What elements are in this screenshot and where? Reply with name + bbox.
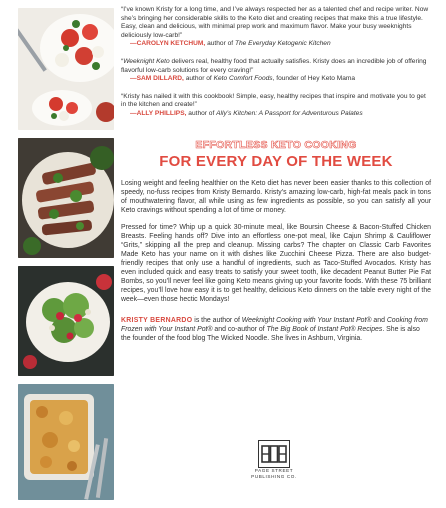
quote-1-text: “I’ve known Kristy for a long time, and I’ve always respected her as a talented chef and recipe writer. Now she’s bringing her considerable skills to the Keto diet and creating recipes that make this a true lifestyle. Easy, clean and delicious, with minimal prep work and maximum flavor. Make your busy weeknights deliciously low-carb!” (121, 6, 429, 39)
quote-2-book-title: Weeknight Keto (123, 57, 170, 65)
headline-line-1: EFFORTLESS KETO COOKING (195, 138, 357, 151)
bio-book-1: Weeknight Cooking with Your Instant Pot® (241, 316, 372, 324)
author-name: KRISTY BERNARDO (121, 316, 193, 324)
quote-2-open: “ (121, 57, 124, 65)
quote-3-attribution (130, 110, 431, 119)
description-paragraph-1: Losing weight and feeling healthier on the Keto diet has never been easier thanks to this collection of speedy, no-fuss recipes from Kristy Bernardo. Kristy’s amazing low-carb, high-fat meals pack in tons of mouthwatering flavor, all while using as few ingredients as possible, so you can satisfy all your Keto cravings without spending a lot of time or money. (121, 179, 431, 214)
quote-3-book: Ally’s Kitchen: A Passport for Adventurous Palates (216, 109, 363, 117)
description-paragraph-2: Pressed for time? Whip up a quick 30-minute meal, like Boursin Cheese & Bacon-Stuffed Chicken Breasts. Feeling hands off? Dive into an effortless one-pot meal, like Cajun Shrimp & Cauliflower “Grits,” skipping all the prep and cleanup. Missing carbs? The chapter on Classic Carb Favorites Made Keto has your name on it with dishes like Zucchini Cheese Pizza. There are also budget-friendly recipes that only use a handful of ingredients, such as Taco-Stuffed Avocados. Kristy has even included quick and easy treats to satisfy your sweet tooth, like decadent Peanut Butter Pie Fat Bombs, so you’ll never feel like going Keto means giving up your favorite foods. With these 75 brilliant recipes, you’ll love how easy it is to get healthy, delicious Keto dinners on the table every night of the week—even those hectic Mondays! (121, 223, 431, 303)
bio-text-3: and co-author of (212, 325, 267, 333)
publisher-monogram (258, 440, 290, 468)
photo-cheesy-casserole (18, 384, 114, 500)
quote-2-credit-suffix: , founder of Hey Keto Mama (272, 75, 356, 83)
quote-1-credit: author of (207, 40, 234, 48)
barcode-blank-area (325, 392, 425, 484)
quote-3-credit: author of (188, 109, 215, 117)
bio-book-3: The Big Book of Instant Pot® Recipes (266, 325, 383, 333)
quote-2-credit: author of (185, 75, 212, 83)
bio-text-1: is the author of (192, 316, 242, 324)
photo-steak-chimichurri (18, 138, 114, 258)
publisher-mark-icon (261, 444, 287, 464)
bio-text-2: and (371, 316, 387, 324)
quote-1-author: —CAROLYN KETCHUM, (130, 40, 206, 48)
back-cover-text (121, 6, 431, 343)
quote-2-body: delivers real, healthy food that actually satisfies. Kristy does an incredible job of offering flavorful low-carb solutions for every craving!” (121, 57, 427, 74)
quote-3-text: “Kristy has nailed it with this cookbook! Simple, easy, healthy recipes that inspire and motivate you to get in the kitchen and create!” (121, 92, 426, 109)
publisher-logo (241, 440, 307, 480)
headline-line-2: FOR EVERY DAY OF THE WEEK (159, 152, 393, 170)
quote-2-attribution (130, 75, 431, 84)
author-bio (121, 316, 431, 343)
publisher-name-line-1: PAGE STREET (254, 468, 294, 473)
photo-caprese-salad (18, 8, 114, 130)
bio-text-4: . She is also the founder of the food blog The Wicked Noodle. She lives in Ashburn, Virginia. (121, 325, 420, 342)
quote-2-text (121, 58, 431, 75)
quote-1-book: The Everyday Ketogenic Kitchen (234, 40, 331, 48)
publisher-name-line-2: PUBLISHING CO. (251, 474, 297, 479)
quote-1-attribution (130, 40, 431, 49)
food-photo-column (18, 8, 114, 508)
quote-3-author: —ALLY PHILLIPS, (130, 109, 187, 117)
bio-book-2: Cooking from Frozen with Your Instant Pot® (121, 316, 428, 333)
quote-2-author: —SAM DILLARD, (130, 75, 184, 83)
quote-2-book: Keto Comfort Foods (213, 75, 273, 83)
photo-salad-berries (18, 266, 114, 376)
